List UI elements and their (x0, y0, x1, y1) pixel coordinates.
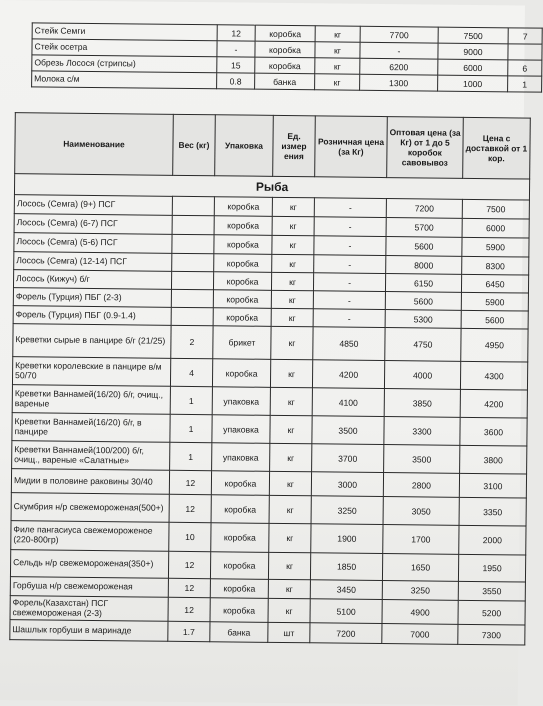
cell-wholesale: 5300 (385, 310, 461, 329)
cell-weight: - (217, 41, 255, 57)
cell-delivery: 5600 (461, 310, 528, 329)
cell-name: Лосось (Семга) (6-7) ПСГ (14, 214, 172, 235)
cell-delivery: 3550 (458, 581, 525, 601)
cell-pack: коробка (210, 552, 268, 580)
cell-weight: 12 (169, 494, 211, 522)
cell-weight (171, 271, 213, 289)
cell-name: Стейк Семги (32, 23, 217, 41)
cell-delivery: 8300 (462, 256, 529, 275)
cell-name: Креветки сырые в панцире б/г (21/25) (13, 324, 171, 359)
cell-retail: 3450 (310, 580, 382, 600)
cell-weight: 1.7 (168, 621, 210, 641)
cell-pack: коробка (214, 216, 272, 236)
cell-unit: кг (270, 359, 312, 387)
cell-name: Креветки Ваннамей(16/20) б/г, очищ., вареные (12, 385, 170, 415)
cell-weight: 12 (217, 25, 255, 41)
cell-name: Лосось (Семга) (12-14) ПСГ (14, 252, 172, 272)
cell-delivery: 4950 (461, 328, 528, 362)
cell-wholesale: 9000 (438, 43, 508, 60)
cell-name: Мидии в половине раковины 30/40 (11, 469, 169, 495)
cell-pack: упаковка (212, 443, 270, 472)
cell-name: Лосось (Кижуч) б/г (13, 270, 171, 290)
cell-retail: 1850 (310, 553, 382, 581)
cell-delivery: 7500 (462, 199, 529, 219)
cell-pack: коробка (211, 495, 269, 524)
cell-wholesale: 3250 (382, 581, 458, 601)
cell-delivery: 3350 (459, 497, 526, 526)
cell-unit: кг (271, 290, 313, 308)
cell-name: Креветки Ваннамей(16/20) б/г, в панцире (12, 413, 170, 443)
cell-wholesale: 8000 (386, 256, 462, 275)
cell-unit: кг (270, 415, 312, 443)
cell-retail: - (360, 42, 438, 59)
cell-weight (171, 289, 213, 307)
cell-pack: коробка (255, 25, 315, 42)
cell-wholesale: 1700 (383, 525, 459, 555)
cell-delivery: 5900 (461, 292, 528, 311)
cell-delivery (508, 44, 542, 60)
cell-unit: кг (272, 254, 314, 272)
cell-retail: - (313, 273, 385, 292)
cell-pack: коробка (210, 579, 268, 599)
cell-unit: кг (271, 326, 313, 359)
cell-pack: коробка (211, 471, 269, 496)
cell-name: Сельдь н/р свежемороженая(350+) (10, 550, 168, 579)
table-row (10, 620, 525, 645)
cell-name: Креветки королевские в панцире в/м 50/70 (12, 357, 170, 387)
cell-pack: коробка (212, 359, 270, 388)
cell-delivery: 1 (508, 76, 542, 92)
cell-name: Горбуша н/р свежемороженая (10, 577, 168, 598)
cell-weight: 1 (170, 442, 212, 470)
header-retail: Розничная цена (за Кг) (315, 116, 388, 178)
header-wholesale: Оптовая цена (за Кг) от 1 до 5 коробок савовывоз (387, 117, 464, 179)
header-delivery: Цена с доставкой от 1 кор. (463, 117, 531, 179)
cell-pack: коробка (211, 523, 269, 553)
cell-delivery: 3800 (460, 445, 527, 474)
cell-pack: коробка (255, 57, 315, 74)
cell-unit: кг (315, 26, 360, 42)
table-row (13, 324, 528, 362)
cell-wholesale: 3050 (383, 497, 459, 526)
cell-pack: коробка (214, 254, 272, 273)
cell-unit: шт (268, 622, 310, 642)
cell-wholesale: 4900 (382, 600, 458, 625)
cell-unit: кг (268, 552, 310, 579)
cell-delivery: 5200 (458, 600, 525, 625)
cell-unit: кг (268, 598, 310, 622)
cell-unit: кг (315, 42, 360, 58)
cell-pack: коробка (213, 290, 271, 309)
cell-unit: кг (271, 272, 313, 290)
cell-wholesale: 1650 (382, 554, 458, 582)
cell-wholesale: 5600 (386, 237, 462, 257)
cell-retail: 3000 (311, 472, 383, 497)
cell-retail: - (314, 198, 386, 218)
cell-wholesale: 7500 (438, 27, 508, 44)
cell-retail: 4200 (312, 360, 384, 389)
cell-delivery: 3100 (459, 473, 526, 498)
cell-retail: 7700 (360, 26, 438, 43)
cell-unit: кг (315, 74, 360, 90)
table-header-row (15, 113, 531, 179)
cell-unit: кг (315, 58, 360, 74)
cell-delivery: 3600 (460, 417, 527, 446)
header-name: Наименование (15, 113, 174, 176)
cell-retail: - (314, 236, 386, 256)
cell-delivery: 7 (508, 28, 542, 44)
cell-retail: - (314, 217, 386, 237)
cell-weight: 15 (217, 57, 255, 73)
cell-retail: - (313, 291, 385, 310)
cell-name: Лосось (Семга) (9+) ПСГ (14, 195, 172, 216)
cell-delivery: 6450 (461, 274, 528, 293)
cell-retail: 3250 (311, 496, 383, 525)
cell-wholesale: 7200 (386, 199, 462, 219)
cell-unit: кг (269, 471, 311, 495)
cell-weight: 4 (170, 358, 212, 386)
cell-unit: кг (272, 216, 314, 235)
cell-name: Скумбрия н/р свежемороженая(500+) (11, 493, 169, 523)
cell-weight: 1 (170, 386, 212, 414)
cell-delivery: 5900 (462, 237, 529, 257)
cell-weight: 12 (169, 470, 211, 494)
cell-pack: коробка (213, 308, 271, 327)
cell-retail: 3700 (312, 444, 384, 473)
cell-unit: кг (268, 579, 310, 598)
cell-name: Филе пангасиуса свежемороженое (220-800гр) (11, 521, 169, 552)
cell-delivery: 2000 (459, 525, 526, 555)
cell-delivery: 4300 (460, 361, 527, 390)
cell-unit: кг (272, 197, 314, 216)
cell-pack: упаковка (212, 387, 270, 416)
cell-weight: 12 (168, 578, 210, 597)
cell-unit: кг (272, 235, 314, 254)
cell-wholesale: 6000 (438, 59, 508, 76)
header-weight: Вес (кг) (173, 114, 216, 175)
cell-retail: 4850 (313, 327, 385, 361)
cell-wholesale: 1000 (438, 75, 508, 92)
cell-name: Лосось (Семга) (5-6) ПСГ (14, 233, 172, 254)
cell-unit: кг (270, 387, 312, 415)
cell-retail: 7200 (310, 623, 382, 644)
cell-name: Форель(Казахстан) ПСГ свежемороженая (2-3) (10, 596, 168, 622)
cell-wholesale: 5700 (386, 218, 462, 238)
cell-name: Форель (Турция) ПБГ (2-3) (13, 288, 171, 308)
cell-delivery: 6000 (462, 218, 529, 238)
cell-weight: 2 (171, 325, 213, 358)
cell-delivery: 1950 (458, 554, 525, 582)
cell-delivery: 4200 (460, 389, 527, 418)
cell-unit: кг (269, 495, 311, 523)
cell-weight: 10 (169, 522, 211, 551)
cell-pack: коробка (214, 235, 272, 255)
cell-name: Обрезь Лосося (стрипсы) (32, 55, 217, 73)
cell-unit: кг (269, 523, 311, 552)
cell-unit: кг (271, 308, 313, 326)
cell-name: Молока с/м (32, 71, 217, 89)
cell-name: Форель (Турция) ПБГ (0.9-1.4) (13, 306, 171, 326)
fish-table-body (10, 174, 530, 645)
cell-delivery: 7300 (458, 624, 525, 645)
cell-wholesale: 6150 (385, 274, 461, 293)
cell-pack: брикет (213, 326, 271, 360)
cell-weight (172, 196, 214, 215)
cell-weight: 1 (170, 414, 212, 442)
top-price-table (31, 22, 543, 92)
cell-pack: упаковка (212, 415, 270, 444)
cell-pack: коробка (213, 272, 271, 291)
cell-weight: 12 (168, 597, 210, 621)
cell-retail: 1900 (311, 524, 383, 554)
cell-name: Креветки Ваннамей(100/200) б/г, очищ., вареные «Салатные» (12, 441, 170, 471)
cell-retail: 5100 (310, 599, 382, 624)
cell-delivery: 6 (508, 60, 542, 76)
cell-pack: коробка (255, 41, 315, 58)
cell-name: Стейк осетра (32, 39, 217, 57)
fish-price-table (9, 112, 531, 645)
cell-wholesale: 3500 (384, 445, 460, 474)
cell-wholesale: 4000 (384, 361, 460, 390)
cell-weight (172, 215, 214, 234)
cell-retail: - (313, 309, 385, 328)
cell-weight: 0.8 (217, 73, 255, 89)
cell-weight (172, 253, 214, 271)
cell-wholesale: 3850 (384, 389, 460, 418)
cell-weight (172, 234, 214, 253)
cell-wholesale: 7000 (382, 624, 458, 645)
cell-retail: 6200 (360, 58, 438, 75)
header-pack: Упаковка (215, 115, 274, 177)
cell-wholesale: 3300 (384, 417, 460, 446)
cell-weight: 12 (168, 551, 210, 578)
cell-weight (171, 307, 213, 325)
cell-name: Шашлык горбуши в маринаде (10, 620, 168, 642)
cell-pack: коробка (210, 598, 268, 623)
section-title: Рыба (14, 174, 529, 200)
cell-retail: 1300 (360, 74, 438, 91)
cell-retail: 4100 (312, 388, 384, 417)
cell-unit: кг (270, 443, 312, 471)
cell-wholesale: 4750 (385, 328, 461, 362)
top-table-body (32, 23, 543, 92)
cell-wholesale: 5600 (385, 292, 461, 311)
cell-retail: - (314, 255, 386, 274)
cell-pack: коробка (214, 197, 272, 217)
cell-pack: банка (255, 73, 315, 90)
cell-pack: банка (210, 622, 268, 643)
header-unit: Ед. измер ения (273, 115, 316, 176)
cell-retail: 3500 (312, 416, 384, 445)
cell-wholesale: 2800 (383, 473, 459, 498)
